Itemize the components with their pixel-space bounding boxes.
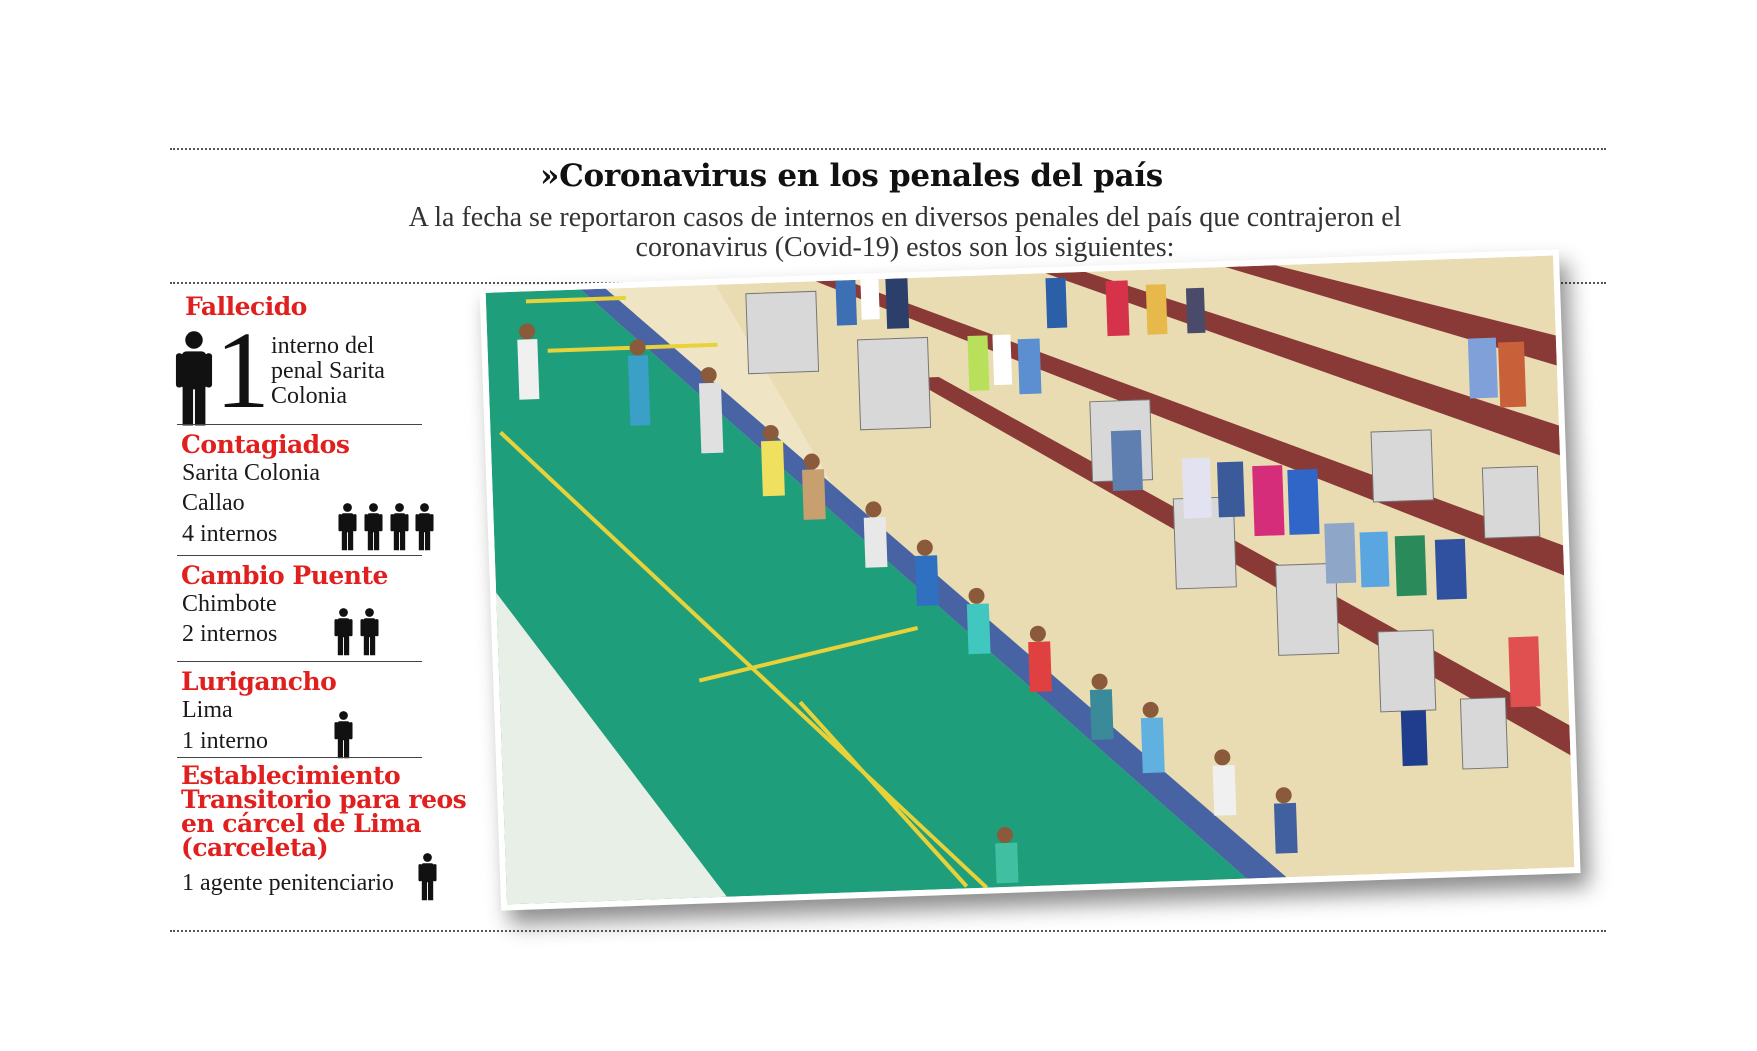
page-subtitle bbox=[330, 203, 1480, 263]
person-icon bbox=[390, 502, 409, 551]
section-title-cambio-puente: Cambio Puente bbox=[181, 561, 388, 590]
person-icon bbox=[334, 710, 353, 759]
top-dotted-rule bbox=[170, 148, 1606, 150]
lurigancho-line-2: 1 interno bbox=[182, 728, 268, 754]
section-title-establecimiento-4: (carceleta) bbox=[181, 833, 329, 862]
subtitle-line-2: coronavirus (Covid-19) estos son los siguientes: bbox=[635, 232, 1175, 263]
establecimiento-line-1: 1 agente penitenciario bbox=[182, 870, 394, 896]
person-icon bbox=[175, 330, 213, 426]
person-icon bbox=[418, 852, 437, 901]
person-icon bbox=[364, 502, 383, 551]
separator bbox=[177, 424, 422, 425]
cambio-puente-line-1: Chimbote bbox=[182, 591, 277, 617]
subtitle-line-1: A la fecha se reportaron casos de internos en diversos penales del país que contrajeron el bbox=[408, 202, 1402, 233]
separator bbox=[177, 555, 422, 556]
section-title-establecimiento-1: Establecimiento bbox=[181, 761, 401, 790]
fallecido-line-1: interno del bbox=[271, 333, 375, 359]
person-icon bbox=[360, 607, 379, 656]
section-title-contagiados: Contagiados bbox=[181, 430, 350, 459]
contagiados-line-3: 4 internos bbox=[182, 521, 278, 547]
contagiados-line-1: Sarita Colonia bbox=[182, 460, 320, 486]
fallecido-line-3: Colonia bbox=[271, 383, 347, 409]
person-icon bbox=[415, 502, 434, 551]
fallecido-count: 1 bbox=[215, 309, 270, 431]
prison-photo-frame bbox=[479, 249, 1580, 910]
section-title-establecimiento-3: en cárcel de Lima bbox=[181, 809, 422, 838]
section-title-fallecido: Fallecido bbox=[185, 292, 307, 321]
prison-courtyard-photo bbox=[486, 256, 1575, 905]
cambio-puente-line-2: 2 internos bbox=[182, 621, 278, 647]
separator bbox=[177, 661, 422, 662]
person-icon bbox=[338, 502, 357, 551]
contagiados-line-2: Callao bbox=[182, 490, 245, 516]
section-title-establecimiento-2: Transitorio para reos bbox=[181, 785, 467, 814]
page-title: »Coronavirus en los penales del país bbox=[540, 158, 1163, 194]
lurigancho-line-1: Lima bbox=[182, 697, 233, 723]
bottom-dotted-rule bbox=[170, 930, 1606, 932]
fallecido-line-2: penal Sarita bbox=[271, 358, 385, 384]
person-icon bbox=[334, 607, 353, 656]
separator bbox=[177, 757, 422, 758]
section-title-lurigancho: Lurigancho bbox=[181, 667, 337, 696]
